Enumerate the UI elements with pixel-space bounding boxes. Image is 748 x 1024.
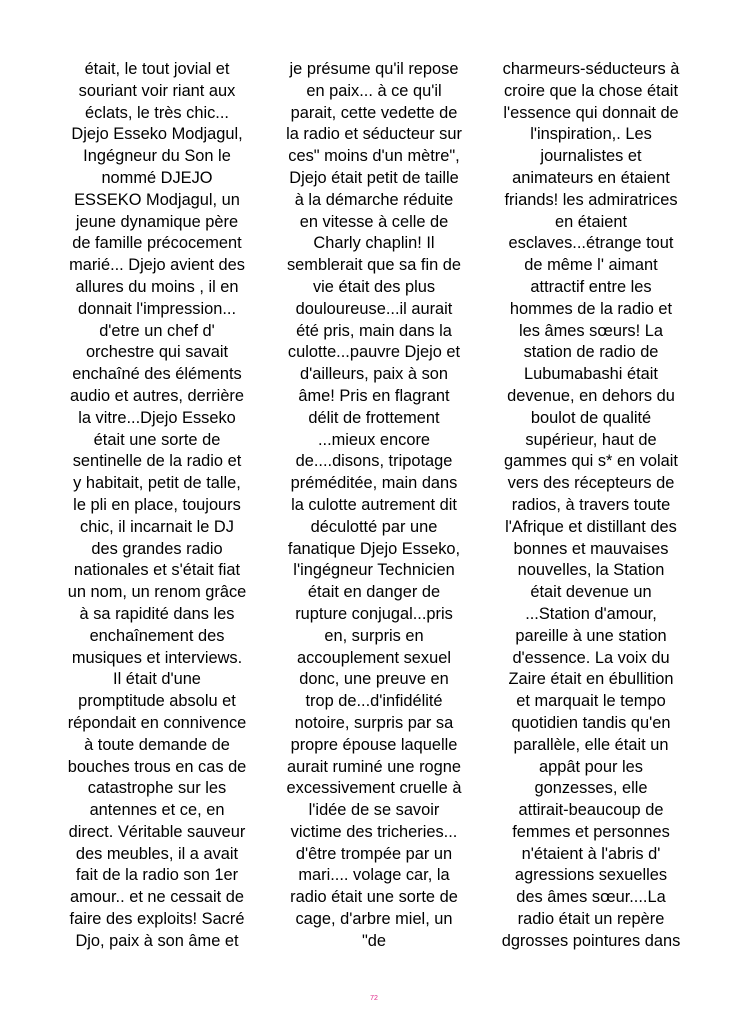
text-line: en étaient bbox=[555, 212, 627, 231]
text-line: était, le tout jovial et bbox=[84, 60, 230, 78]
text-line: pareille à une station bbox=[515, 626, 667, 645]
text-line: l'essence qui donnait de bbox=[503, 103, 679, 122]
text-line: nommé DJEJO bbox=[101, 168, 213, 187]
text-line: orchestre qui savait bbox=[85, 343, 229, 362]
text-line: journalistes et bbox=[540, 147, 642, 166]
text-line: Zaire était en ébullition bbox=[508, 670, 674, 689]
text-line: station de radio de bbox=[523, 343, 659, 362]
text-line: gonzesses, elle bbox=[534, 779, 648, 798]
text-line: à sa rapidité dans les bbox=[79, 604, 235, 623]
text-line: des âmes sœur....La bbox=[516, 888, 666, 907]
text-line: parait, cette vedette de bbox=[290, 103, 458, 122]
text-line: éclats, le très chic... bbox=[85, 103, 229, 122]
text-line: je présume qu'il repose bbox=[289, 60, 459, 78]
text-line: attractif entre les bbox=[530, 277, 652, 296]
text-line: de même l' aimant bbox=[524, 256, 658, 275]
text-line: de....disons, tripotage bbox=[295, 452, 453, 471]
text-line: appât pour les bbox=[539, 757, 643, 776]
text-line: ...Station d'amour, bbox=[525, 604, 657, 623]
text-line: l'Afrique et distillant des bbox=[505, 517, 677, 536]
text-line: délit de frottement bbox=[308, 408, 440, 427]
text-line: Il était d'une bbox=[113, 670, 201, 689]
text-line: Lubumabashi était bbox=[524, 365, 658, 384]
text-line: Djo, paix à son âme et bbox=[75, 931, 239, 950]
text-line: ESSEKO Modjagul, un bbox=[74, 190, 240, 209]
text-line: l'ingégneur Technicien bbox=[293, 561, 455, 580]
text-line: souriant voir riant aux bbox=[78, 81, 236, 100]
text-line: enchaînement des bbox=[89, 626, 225, 645]
text-line: femmes et personnes bbox=[512, 822, 670, 841]
text-line: ...mieux encore bbox=[317, 430, 431, 449]
text-line: à toute demande de bbox=[84, 735, 230, 754]
text-line: d'ailleurs, paix à son bbox=[300, 365, 448, 384]
text-line: animateurs en étaient bbox=[512, 168, 670, 187]
text-line: jeune dynamique père bbox=[75, 212, 239, 231]
text-line: d'essence. La voix du bbox=[512, 648, 670, 667]
text-line: victime des tricheries... bbox=[290, 822, 458, 841]
text-line: excessivement cruelle à bbox=[286, 779, 462, 798]
text-line: chic, il incarnait le DJ bbox=[80, 517, 234, 536]
text-line: audio et autres, derrière bbox=[69, 386, 245, 405]
text-line: marié... Djejo avient des bbox=[69, 256, 245, 275]
text-line: n'étaient à l'abris d' bbox=[521, 844, 661, 863]
text-line: supérieur, haut de bbox=[525, 430, 657, 449]
text-column-3 bbox=[485, 59, 697, 953]
text-line: en vitesse à celle de bbox=[299, 212, 449, 231]
text-line: notoire, surpris par sa bbox=[294, 713, 454, 732]
text-line: radio était un repère bbox=[517, 910, 665, 929]
text-column-1 bbox=[51, 59, 263, 953]
text-line: musiques et interviews. bbox=[71, 648, 243, 667]
text-line: gammes qui s* en volait bbox=[503, 452, 678, 471]
text-line: bonnes et mauvaises bbox=[513, 539, 669, 558]
text-line: un nom, un renom grâce bbox=[67, 583, 247, 602]
text-line: direct. Véritable sauveur bbox=[68, 822, 246, 841]
text-line: donc, une preuve en bbox=[299, 670, 449, 689]
text-line: Djejo était petit de taille bbox=[289, 168, 459, 187]
text-line: déculotté par une bbox=[310, 517, 438, 536]
text-line: ces" moins d'un mètre", bbox=[288, 147, 460, 166]
text-line: fait de la radio son 1er bbox=[75, 866, 239, 885]
text-line: culotte...pauvre Djejo et bbox=[287, 343, 461, 362]
text-column-2 bbox=[268, 59, 480, 953]
text-line: promptitude absolu et bbox=[78, 692, 236, 711]
text-line: Ingégneur du Son le bbox=[83, 147, 231, 166]
text-line: en, surpris en bbox=[324, 626, 424, 645]
text-line: allures du moins , il en bbox=[75, 277, 239, 296]
text-line: à la démarche réduite bbox=[294, 190, 454, 209]
text-line: et marquait le tempo bbox=[516, 692, 666, 711]
text-line: accouplement sexuel bbox=[297, 648, 451, 667]
text-line: enchaîné des éléments bbox=[72, 365, 242, 384]
text-line: radios, à travers toute bbox=[511, 495, 671, 514]
text-line: d'être trompée par un bbox=[295, 844, 453, 863]
text-line: l'inspiration,. Les bbox=[530, 125, 652, 144]
text-line: bouches trous en cas de bbox=[67, 757, 247, 776]
text-line: était devenue un bbox=[530, 583, 652, 602]
text-line: les âmes sœurs! La bbox=[519, 321, 663, 340]
text-line: donnait l'impression... bbox=[77, 299, 236, 318]
text-line: la culotte autrement dit bbox=[291, 495, 457, 514]
text-line: dgrosses pointures dans bbox=[501, 931, 681, 950]
text-line: sentinelle de la radio et bbox=[72, 452, 242, 471]
text-line: cage, d'arbre miel, un bbox=[295, 910, 453, 929]
text-line: en paix... à ce qu'il bbox=[306, 81, 442, 100]
text-line: radio était une sorte de bbox=[290, 888, 458, 907]
text-line: amour.. et ne cessait de bbox=[69, 888, 245, 907]
text-line: friands! les admiratrices bbox=[504, 190, 678, 209]
page-number: 72 bbox=[370, 995, 378, 1002]
text-line: agressions sexuelles bbox=[514, 866, 668, 885]
text-line: boulot de qualité bbox=[530, 408, 652, 427]
text-line: "de bbox=[361, 931, 387, 950]
text-line: des grandes radio bbox=[91, 539, 223, 558]
text-line: âme! Pris en flagrant bbox=[298, 386, 450, 405]
text-line: croire que la chose était bbox=[503, 81, 679, 100]
text-line: hommes de la radio et bbox=[509, 299, 673, 318]
text-line: vie était des plus bbox=[312, 277, 436, 296]
text-line: l'idée de se savoir bbox=[308, 801, 440, 820]
text-line: été pris, main dans la bbox=[296, 321, 452, 340]
text-line: le pli en place, toujours bbox=[73, 495, 241, 514]
text-line: charmeurs-séducteurs à bbox=[502, 60, 680, 78]
text-line: nouvelles, la Station bbox=[517, 561, 665, 580]
text-line: douloureuse...il aurait bbox=[295, 299, 453, 318]
text-line: parallèle, elle était un bbox=[513, 735, 669, 754]
text-line: des meubles, il a avait bbox=[75, 844, 239, 863]
text-line: répondait en connivence bbox=[67, 713, 247, 732]
text-line: faire des exploits! Sacré bbox=[69, 910, 245, 929]
text-line: la vitre...Djejo Esseko bbox=[78, 408, 236, 427]
text-line: nationales et s'était fiat bbox=[73, 561, 241, 580]
text-line: la radio et séducteur sur bbox=[286, 125, 462, 144]
text-line: propre épouse laquelle bbox=[290, 735, 458, 754]
text-line: y habitait, petit de talle, bbox=[73, 474, 241, 493]
text-line: était une sorte de bbox=[93, 430, 221, 449]
text-line: Charly chaplin! Il bbox=[313, 234, 435, 253]
text-line: esclaves...étrange tout bbox=[508, 234, 674, 253]
text-line: était en danger de bbox=[307, 583, 441, 602]
text-line: catastrophe sur les bbox=[87, 779, 227, 798]
text-line: Djejo Esseko Modjagul, bbox=[71, 125, 243, 144]
text-line: semblerait que sa fin de bbox=[286, 256, 462, 275]
text-line: rupture conjugal...pris bbox=[295, 604, 453, 623]
text-line: trop de...d'infidélité bbox=[305, 692, 443, 711]
text-line: quotidien tandis qu'en bbox=[511, 713, 671, 732]
text-line: d'etre un chef d' bbox=[99, 321, 215, 340]
text-line: préméditée, main dans bbox=[290, 474, 458, 493]
text-line: antennes et ce, en bbox=[89, 801, 225, 820]
text-line: de famille précocement bbox=[72, 234, 242, 253]
text-line: attirait-beaucoup de bbox=[518, 801, 664, 820]
text-line: mari.... volage car, la bbox=[298, 866, 450, 885]
text-line: devenue, en dehors du bbox=[507, 386, 675, 405]
text-line: aurait ruminé une rogne bbox=[286, 757, 462, 776]
text-line: vers des récepteurs de bbox=[507, 474, 675, 493]
text-line: fanatique Djejo Esseko, bbox=[287, 539, 461, 558]
